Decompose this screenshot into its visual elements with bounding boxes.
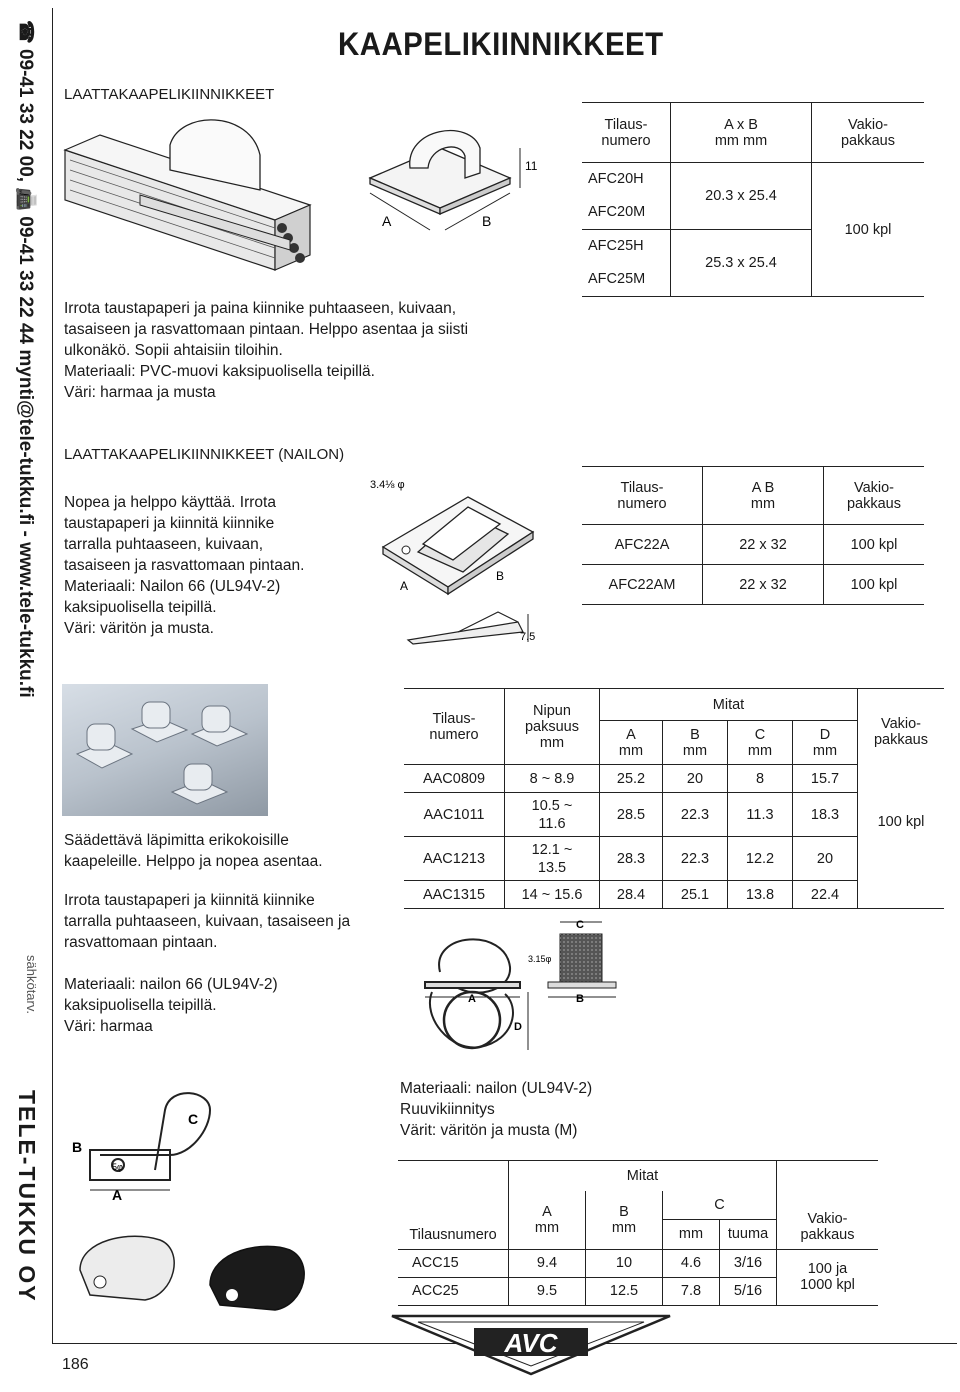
aac-b-label: B [576,993,584,1005]
flat-cable-illustration [60,110,330,290]
nylon-b-label: B [496,569,505,583]
text-line: tasaiseen ja rasvattomaan pintaan. Helppo asentaa ja siisti [64,321,469,338]
avc-logo [388,1312,674,1378]
clip-a-label: A [382,213,392,229]
text-line: rasvattomaan pintaan. [64,934,218,951]
table-row: AFC25H AFC25M 25.3 x 25.4 [582,230,924,297]
contact-text: ☎ 09-41 33 22 00, 📠 09-41 33 22 44 mynti@tele-tukku.fi - www.tele-tukku.fi [15,20,36,698]
col-header-bundle: Nipun paksuus mm [505,689,600,765]
text-line: kaksipuolisella teipillä. [64,997,217,1014]
table-row: AFC22AM 22 x 32 100 kpl [582,565,924,605]
table-row: AAC1213 12.1 ~ 13.5 28.3 22.3 12.2 20 [404,837,944,881]
category-note-text: sähkötarv. [24,955,39,1015]
text-line: Materiaali: nailon 66 (UL94V-2) [64,976,278,993]
text-line: kaksipuolisella teipillä. [64,599,217,616]
section2-heading: LAATTAKAAPELIKIINNIKKEET (NAILON) [64,446,345,463]
acc-hole-label: 5φ [112,1162,123,1172]
clip-photo-art [62,684,268,816]
text-line: kaapeleille. Helppo ja nopea asentaa. [64,853,323,870]
clip-height-label: 11 [525,159,538,173]
acc-b-label: B [72,1139,83,1155]
adjustable-clip-photo [62,684,268,816]
col-header-size: A B mm [703,467,824,525]
pack-cell: 100 ja 1000 kpl [800,1261,855,1293]
col-header-order: Tilaus- numero [582,467,703,525]
text-line: Ruuvikiinnitys [400,1101,495,1118]
section4-description [400,1078,592,1141]
afc-table [582,102,924,297]
nylon-a-label: A [400,579,409,593]
aac-d-label: D [514,1021,522,1033]
section3-material [64,974,278,1037]
logo-text: AVC [504,1328,558,1358]
text-line: Väri: harmaa [64,1018,153,1035]
text-line: Irrota taustapaperi ja paina kiinnike puhtaaseen, kuivaan, [64,300,457,317]
text-line: Värit: väritön ja musta (M) [400,1122,578,1139]
table-row: ACC15 9.4 10 4.6 3/16 100 ja 1000 kpl [398,1249,878,1277]
col-header-order: Tilausnumero [398,1161,509,1250]
acc-clamp-drawings [60,1090,360,1340]
section1-heading: LAATTAKAAPELIKIINNIKKEET [64,86,275,103]
text-line: tarralla puhtaaseen, kuivaan, tasaiseen ja [64,913,351,930]
nylon-height-label: 7.5 [520,631,536,643]
aac-hole-label: 3.15φ [528,954,552,964]
col-header-pack: Vakio- pakkaus [777,1161,879,1250]
text-line: Materiaali: PVC-muovi kaksipuolisella teipillä. [64,363,375,380]
section2-description [64,492,304,639]
afc22-table [582,466,924,605]
nylon-clip-drawing [368,472,558,652]
section1-description [64,298,468,403]
table-row: AFC20H AFC20M 20.3 x 25.4 100 kpl [582,163,924,230]
text-line: tasaiseen ja rasvattomaan pintaan. [64,557,305,574]
hole-label: 3.4⅛ φ [370,479,405,491]
section3-description [64,890,350,953]
side-brand [10,1090,44,1340]
text-line: Väri: harmaa ja musta [64,384,216,401]
acc-a-label: A [112,1187,123,1203]
aac-a-label: A [468,993,476,1005]
text-line: Nopea ja helppo käyttää. Irrota [64,494,276,511]
aac-c-label: C [576,919,584,931]
table-row: AFC22A 22 x 32 100 kpl [582,525,924,565]
table-row: AAC1011 10.5 ~ 11.6 28.5 22.3 11.3 18.3 [404,793,944,837]
pack-cell: 100 kpl [844,221,892,238]
text-line: taustapaperi ja kiinnitä kiinnike [64,515,275,532]
col-header-order: Tilaus- numero [404,689,505,765]
section3-caption [64,830,323,872]
acc-table: Tilausnumero Mitat Vakio- pakkaus A mm B mm C mm tuuma ACC15 9.4 10 4.6 3/16 100 ja 1000 kpl ACC25 9.5 12.5 7.8 5/16 [398,1160,878,1306]
col-header-dims: Mitat [509,1161,777,1191]
col-header-pack: Vakio- pakkaus [846,479,901,512]
col-header-order: Tilaus- numero [582,103,671,163]
acc-c-label: C [188,1111,199,1127]
page-title: KAAPELIKIINNIKKEET [338,26,664,62]
col-header-dims: Mitat [600,689,858,721]
aac-clip-drawing [410,912,660,1062]
brand-text: TELE-TUKKU OY [14,1090,40,1303]
text-line: ulkonäkö. Sopii ahtaisiin tiloihin. [64,342,283,359]
page-number: 186 [62,1356,89,1373]
table-row: ACC25 9.5 12.5 7.8 5/16 [398,1277,878,1305]
text-line: Materiaali: nailon (UL94V-2) [400,1080,593,1097]
col-header-pack: Vakio- pakkaus 100 kpl [873,715,928,830]
aac-table: Tilaus- numero Nipun paksuus mm Mitat Vakio- pakkaus 100 kpl A mm B mm C mm D mm AAC0809 8 ~ 8.9 25.2 20 8 15.7 AAC1011 10.5 ~ 11.6 28.5 22.3 11.3 18.3 AAC1213 12.1 ~ 13.5 28.3 22.3 12.2 20 AAC1315 14 ~ 15.6 28.4 25.1 13.8 22.4 [404,688,944,909]
text-line: Säädettävä läpimitta erikokoisille [64,832,289,849]
side-category-note [18,955,44,1055]
col-header-pack: Vakio- pakkaus [840,116,895,149]
clip-b-label: B [482,213,492,229]
table-row: AAC0809 8 ~ 8.9 25.2 20 8 15.7 [404,765,944,793]
text-line: tarralla puhtaaseen, kuivaan, [64,536,264,553]
clip-dimension-drawing [360,118,545,248]
table-row: AAC1315 14 ~ 15.6 28.4 25.1 13.8 22.4 [404,881,944,909]
text-line: Irrota taustapaperi ja kiinnitä kiinnike [64,892,315,909]
text-line: Väri: väritön ja musta. [64,620,214,637]
col-header-size: A x B mm mm [671,103,812,163]
text-line: Materiaali: Nailon 66 (UL94V-2) [64,578,281,595]
side-contact-info [10,20,40,780]
